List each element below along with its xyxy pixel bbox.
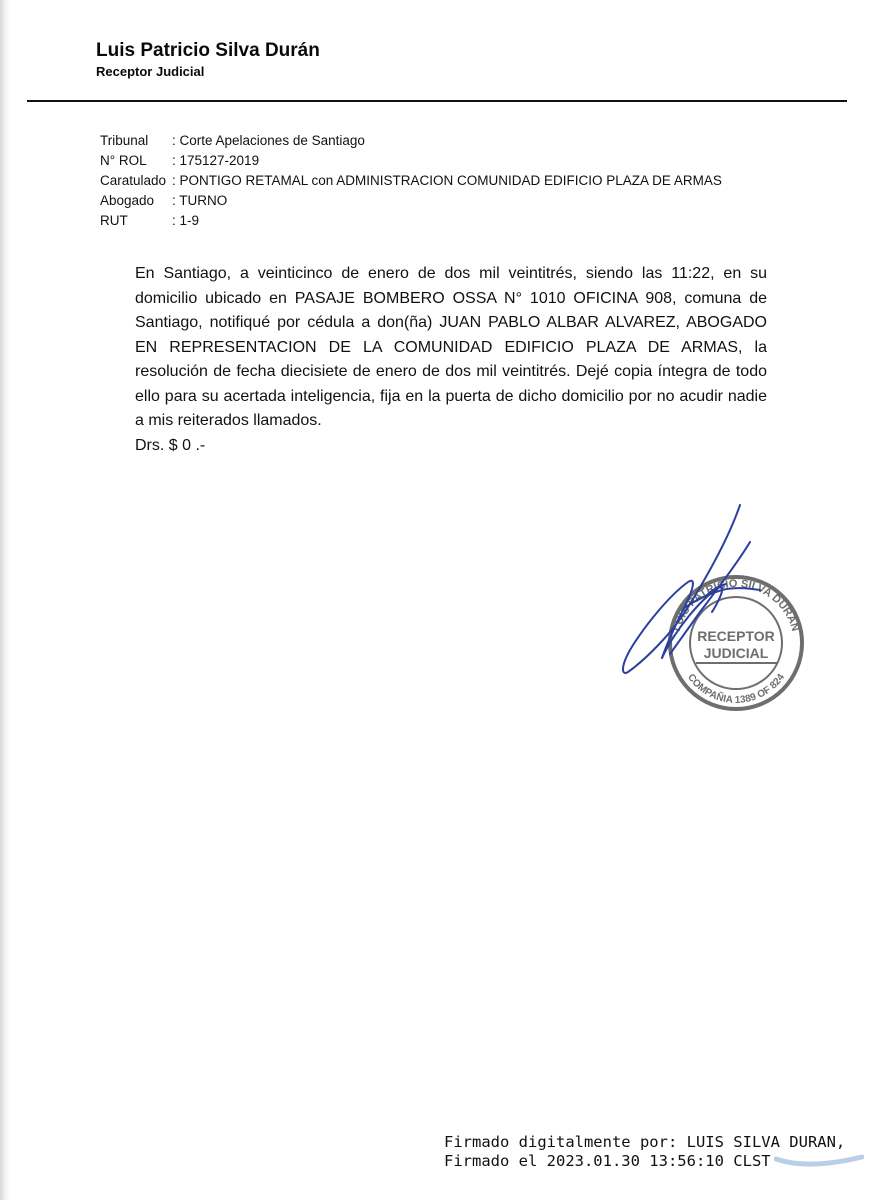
case-value: : 1-9 [172, 213, 200, 228]
receptor-role: Receptor Judicial [96, 64, 205, 79]
case-label: RUT [100, 213, 128, 228]
fees-line: Drs. $ 0 .- [135, 437, 206, 454]
case-label: Caratulado [100, 173, 167, 188]
case-row-abogado [100, 191, 722, 211]
case-value: : PONTIGO RETAMAL con ADMINISTRACION COMUNIDAD EDIFICIO PLAZA DE ARMAS [172, 173, 722, 188]
stamp-center-line1: RECEPTOR [697, 628, 775, 644]
case-label: Tribunal [100, 133, 149, 148]
header-divider [27, 100, 847, 102]
digital-signature-line2: Firmado el 2023.01.30 13:56:10 CLST [444, 1152, 771, 1170]
case-label: Abogado [100, 193, 155, 208]
case-label: N° ROL [100, 153, 147, 168]
digital-signature-block [444, 1133, 845, 1171]
notification-paragraph: En Santiago, a veinticinco de enero de dos mil veintitrés, siendo las 11:22, en su domicilio ubicado en PASAJE BOMBERO OSSA N° 1010 OFICINA 908, comuna de Santiago, notifiqué por cédula a don(ña) JUAN PABLO ALBAR ALVAREZ, ABOGADO EN REPRESENTACION DE LA COMUNIDAD EDIFICIO PLAZA DE ARMAS, la resolución de fecha diecisiete de enero de dos mil veintitrés. Dejé copia íntegra de todo ello para su acertada inteligencia, fija en la puerta de dicho domicilio por no acudir nadie a mis reiterados llamados. [135, 265, 767, 429]
signature-and-stamp [600, 500, 810, 720]
case-row-caratulado [100, 171, 722, 191]
digital-signature-line1: Firmado digitalmente por: LUIS SILVA DURAN, [444, 1133, 846, 1151]
stamp-bottom-text-path: COMPAÑIA 1389 OF 824 [685, 672, 787, 706]
case-row-tribunal [100, 131, 722, 151]
case-info-table [100, 131, 722, 231]
case-value: : 175127-2019 [172, 153, 260, 168]
case-value: : TURNO [172, 193, 228, 208]
stamp-center-line2: JUDICIAL [703, 645, 769, 661]
case-row-rut [100, 211, 722, 231]
receptor-name: Luis Patricio Silva Durán [96, 40, 320, 61]
case-row-rol [100, 151, 722, 171]
stamp-graphic [600, 500, 810, 720]
page-left-edge-shadow [0, 0, 10, 1200]
stamp-ring-text-path: LUIS PATRICIO SILVA DURAN [670, 577, 802, 633]
case-value: : Corte Apelaciones de Santiago [172, 133, 365, 148]
